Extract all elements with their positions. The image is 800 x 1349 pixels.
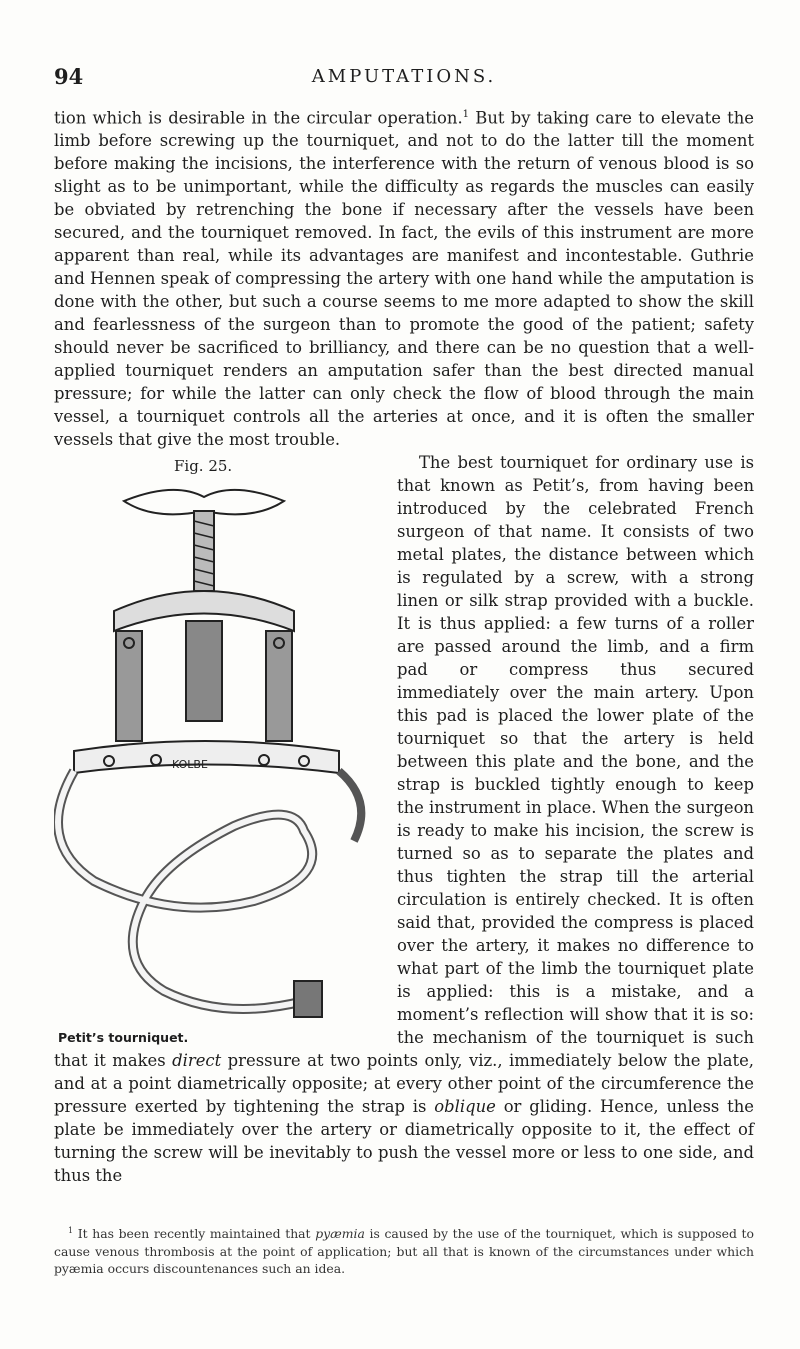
running-head: AMPUTATIONS. [311,66,497,87]
paragraph-1-text-a: tion which is desirable in the circular operation. [54,108,463,128]
paragraph-1 [54,103,754,451]
page-header [54,64,754,92]
strap [58,771,312,1009]
footnote-text-a: It has been recently maintained that [73,1226,316,1242]
engraved-maker-mark: KOLBE [172,758,208,772]
tourniquet-illustration [54,481,374,1021]
paragraph-1-text-b: But by taking care to elevate the limb before screwing up the tourniquet, and not to do the latter till the moment before making the incisions, the interference with the return of venous blood is so slight as to be unimportant, while the difficulty as regards the muscles can easily be obviated by retrenching the bone if necessary after the vessels have been secured, and the tourniquet removed. In fact, the evils of this instrument are more apparent than real, while its advantages are manifest and incontestable. Guthrie and Hennen speak of compressing the artery with one hand while the amputation is done with the other, but such a course seems to me more adapted to show the skill and fearlessness of the surgeon than to promote the good of the patient; safety should never be sacrificed to brilliancy, and there can be no question that a well-applied tourniquet renders an amputation safer than the best directed manual pressure; for while the latter can only check the flow of blood through the main vessel, a tourniquet controls all the arteries at once, and it is often the smaller vessels that give the most trouble. [54,108,754,450]
paragraph-2-text-a: The best tourniquet for ordinary use is that known as Petit’s, from having been introduced by the celebrated French surgeon of that name. It consists of two metal plates, the distance between which is regulated by a screw, with a strong linen or silk strap provided with a buckle. It is thus applied: a few turns of a roller are passed around the limb, and a firm pad or compress thus secured immediately over the main artery. Upon this pad is placed the lower plate of the tourniquet so that the artery is held between this plate and the bone, and the strap is buckled tightly enough to keep the instrument in place. When the surgeon is ready to make his incision, the screw is turned so as to separate the plates and thus tighten the strap till the arterial circulation is entirely checked. It is often said that, provided the compress is placed over the artery, it makes no difference to what part of the limb the tourniquet plate is applied: this is a mistake, and a moment’s reflection will show that it is so: the mechanism of the tourniquet is such that it makes [54,453,754,1071]
footnote-italic: pyæmia [315,1226,365,1242]
body-text [54,103,754,1187]
figure-caption: Petit’s tourniquet. [58,1030,189,1046]
paragraph-2-text-b: pressure at two points only, viz., immediately below the plate, and at a point diametrically opposite; at every other point of the circumference the pressure exerted by tightening the strap is [54,1051,754,1117]
buckle [294,981,322,1017]
footnote [54,1222,754,1278]
figure-25 [54,451,379,1049]
footnote-ref: 1 [462,109,470,120]
footnote-marker: 1 [68,1226,74,1235]
figure-label: Fig. 25. [174,457,233,476]
page-number: 94 [54,64,84,89]
paragraph-2-text-c: or gliding. Hence, unless the plate be immediately over the artery or diametrically opposite to it, the effect of turning the screw will be inevitably to push the vessel more or less to one side, and thus the [54,1097,754,1186]
footnote-text-b: is caused by the use of the tourniquet, which is supposed to cause venous thrombosis at the point of application; but all that is known of the circumstances under which pyæmia occurs discountenances such an idea. [54,1226,754,1277]
italic-direct: direct [172,1051,222,1071]
italic-oblique: oblique [434,1097,496,1117]
